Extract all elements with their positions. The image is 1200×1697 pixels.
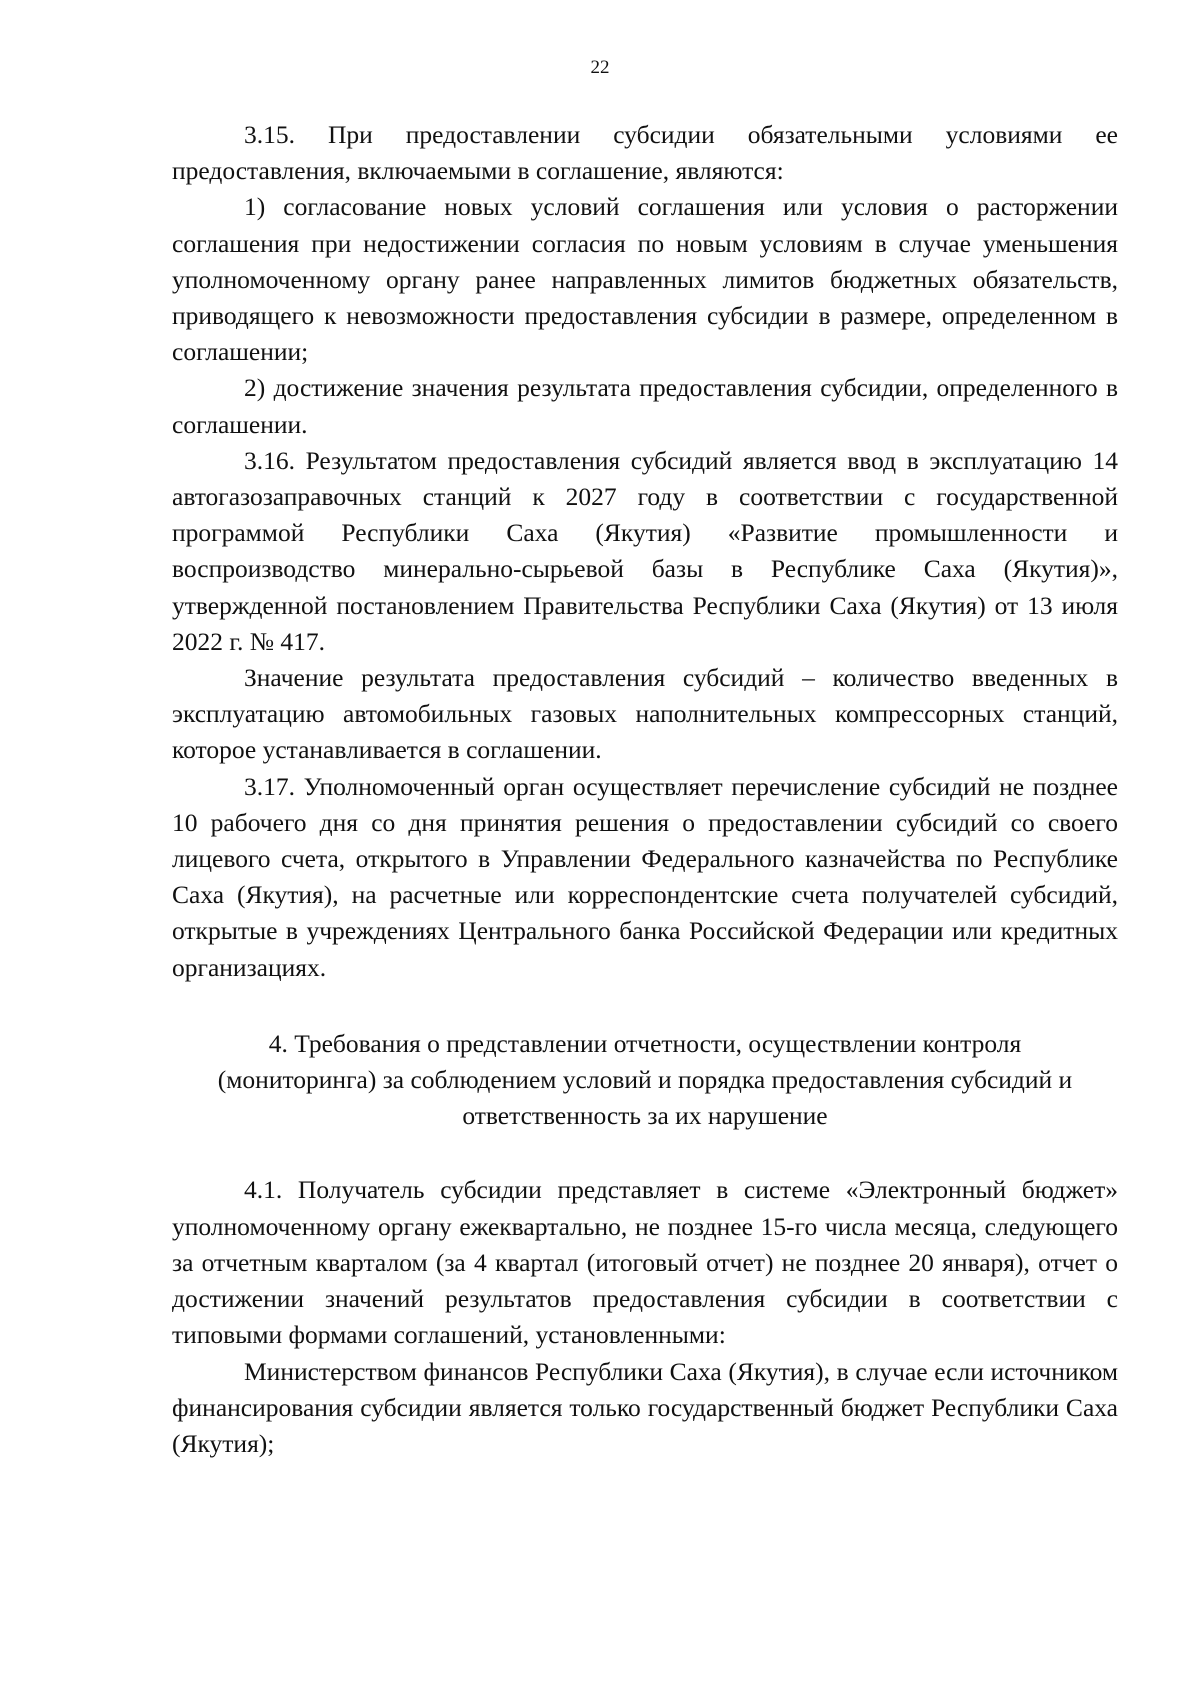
paragraph-3-15: 3.15. При предоставлении субсидии обязательными условиями ее предоставления, включаемыми в соглашение, являются:: [172, 120, 1118, 186]
list-item-2: 2) достижение значения результата предоставления субсидии, определенного в соглашении.: [172, 373, 1118, 439]
paragraph-result-value: Значение результата предоставления субсидий – количество введенных в эксплуатацию автомобильных газовых наполнительных компрессорных станций, которое устанавливается в соглашении.: [172, 663, 1118, 765]
paragraph-3-17: 3.17. Уполномоченный орган осуществляет перечисление субсидий не позднее 10 рабочего дня со дня принятия решения о предоставлении субсидий со своего лицевого счета, открытого в Управлении Федерального казначейства по Республике Саха (Якутия), на расчетные или корреспондентские счета получателей субсидий, открытые в учреждениях Центрального банка Российской Федерации или кредитных организациях.: [172, 771, 1118, 982]
page-number: 22: [590, 57, 610, 78]
paragraph-ministry-of-finance: Министерством финансов Республики Саха (Якутия), в случае если источником финансирования субсидии является только государственный бюджет Республики Саха (Якутия);: [172, 1356, 1118, 1458]
document-body: [172, 117, 1118, 1462]
paragraph-3-16: 3.16. Результатом предоставления субсидий является ввод в эксплуатацию 14 автогазозаправочных станций к 2027 году в соответствии с государственной программой Республики Саха (Якутия) «Развитие промышленности и воспроизводство минерально-сырьевой базы в Республике Саха (Якутия)», утвержденной постановлением Правительства Республики Саха (Якутия) от 13 июля 2022 г. № 417.: [172, 445, 1118, 656]
list-item-1: 1) согласование новых условий соглашения или условия о расторжении соглашения при недостижении согласия по новым условиям в случае уменьшения уполномоченному органу ранее направленных лимитов бюджетных обязательств, приводящего к невозможности предоставления субсидии в размере, определенном в соглашении;: [172, 192, 1118, 367]
paragraph-4-1: 4.1. Получатель субсидии представляет в системе «Электронный бюджет» уполномоченному органу ежеквартально, не позднее 15-го числа месяца, следующего за отчетным кварталом (за 4 квартал (итоговый отчет) не позднее 20 января), отчет о достижении значений результатов предоставления субсидии в соответствии с типовыми формами соглашений, установленными:: [172, 1175, 1118, 1350]
section-heading-4: 4. Требования о представлении отчетности, осуществлении контроля (мониторинга) за соблюдением условий и порядка предоставления субсидий и ответственность за их нарушение: [217, 1028, 1073, 1131]
